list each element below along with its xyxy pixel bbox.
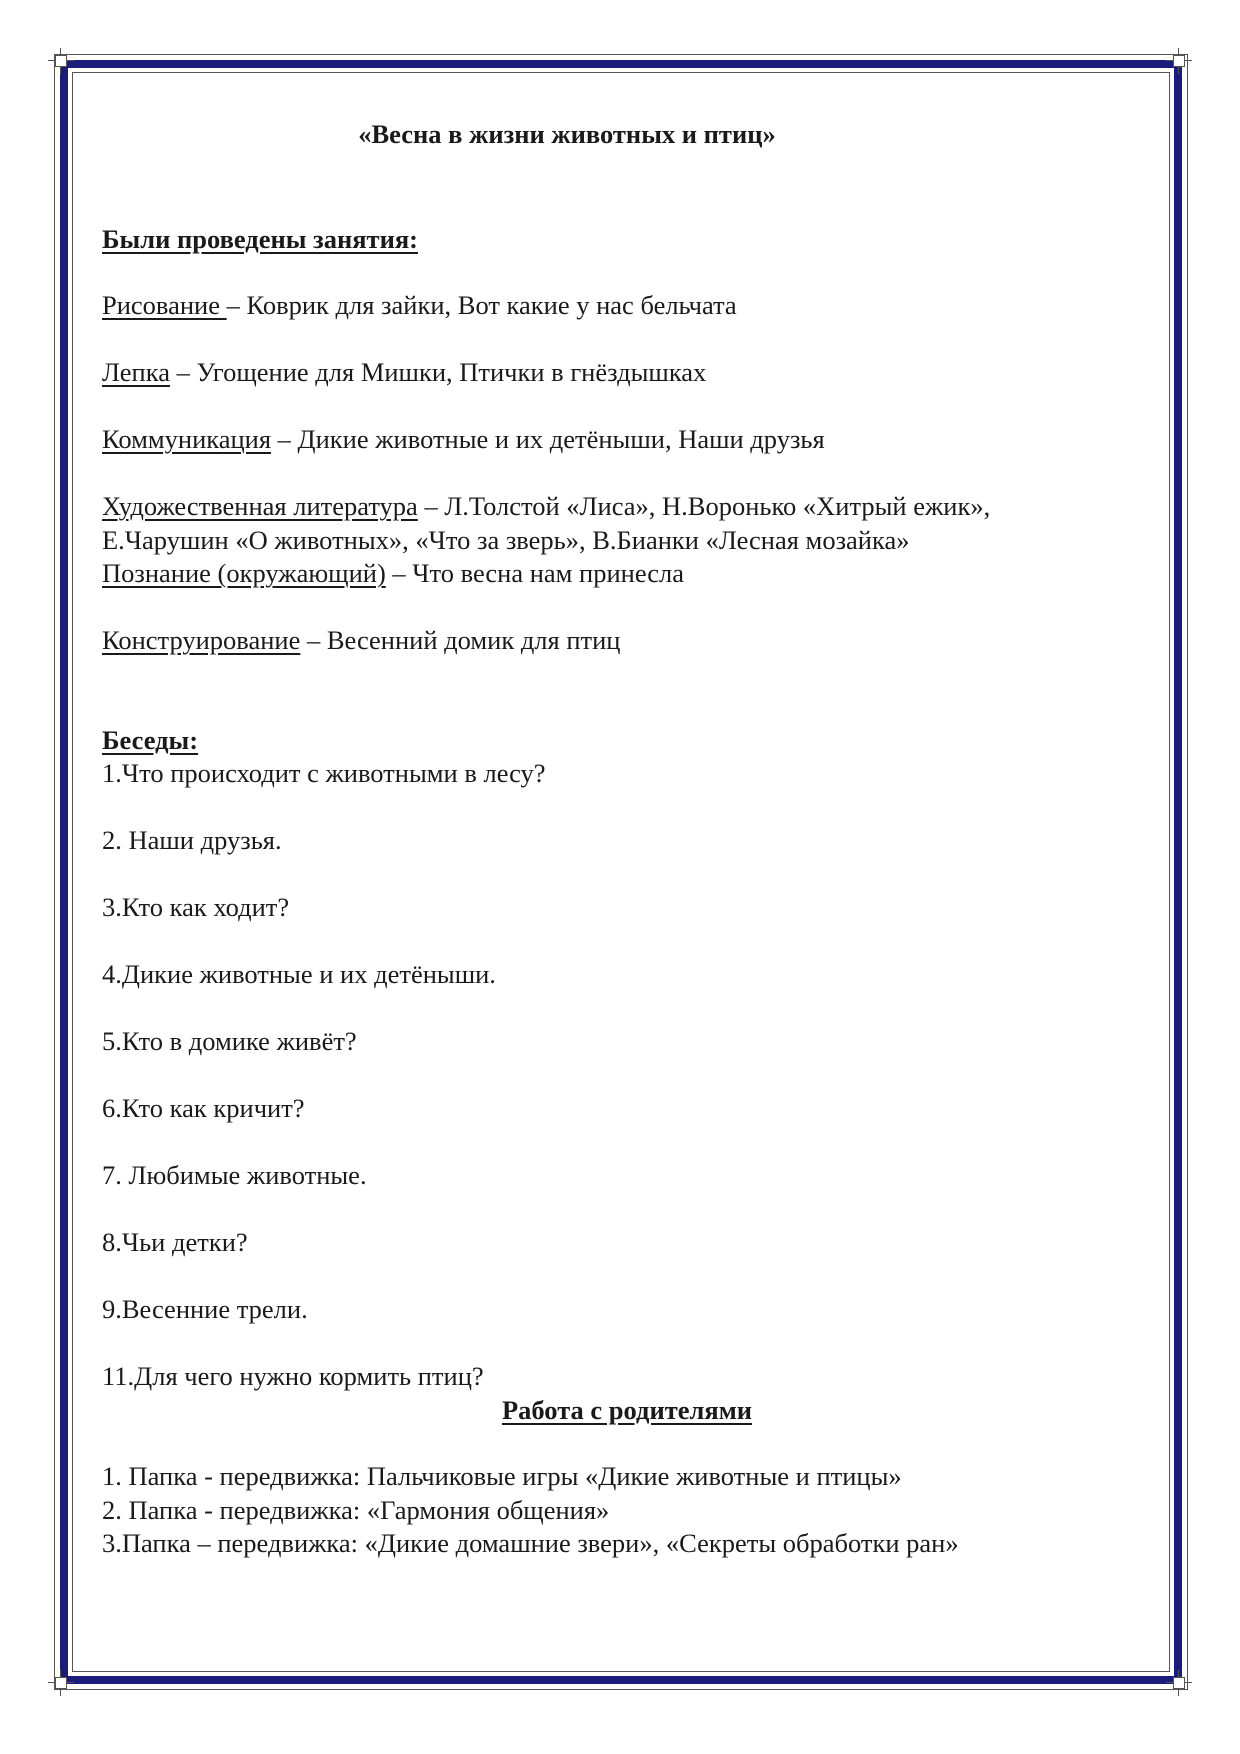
lesson-item xyxy=(102,556,684,590)
lesson-item xyxy=(102,288,737,322)
talk-item: 8.Чьи детки? xyxy=(102,1227,248,1257)
lesson-item-continuation: Е.Чарушин «О животных», «Что за зверь», В.Бианки «Лесная мозайка» xyxy=(102,525,910,555)
lessons-heading: Были проведены занятия: xyxy=(102,224,418,254)
corner-ornament-top-right xyxy=(1166,48,1192,74)
talk-item: 6.Кто как кричит? xyxy=(102,1093,305,1123)
parents-item: 3.Папка – передвижка: «Дикие домашние звери», «Секреты обработки ран» xyxy=(102,1528,959,1558)
parents-heading xyxy=(102,1393,1152,1427)
talk-item: 9.Весенние трели. xyxy=(102,1294,308,1324)
corner-ornament-bottom-right xyxy=(1166,1670,1192,1696)
lesson-text: – Коврик для зайки, Вот какие у нас бельчата xyxy=(226,290,737,320)
lesson-item xyxy=(102,489,990,523)
parents-heading-text: Работа с родителями xyxy=(501,1395,753,1425)
lesson-subject: Коммуникация xyxy=(102,424,272,454)
corner-ornament-top-left xyxy=(48,48,74,74)
talk-item: 11.Для чего нужно кормить птиц? xyxy=(102,1361,484,1391)
parents-item: 1. Папка - передвижка: Пальчиковые игры «Дикие животные и птицы» xyxy=(102,1461,902,1491)
talk-item: 7. Любимые животные. xyxy=(102,1160,367,1190)
lesson-subject: Познание (окружающий) xyxy=(102,558,386,588)
lesson-item xyxy=(102,623,620,657)
lesson-subject: Рисование xyxy=(102,290,227,320)
lesson-subject: Конструирование xyxy=(102,625,301,655)
talk-item: 5.Кто в домике живёт? xyxy=(102,1026,357,1056)
talk-item: 1.Что происходит с животными в лесу? xyxy=(102,758,546,788)
talk-item: 4.Дикие животные и их детёныши. xyxy=(102,959,496,989)
lesson-text: – Дикие животные и их детёныши, Наши друзья xyxy=(271,424,825,454)
lesson-text: – Весенний домик для птиц xyxy=(300,625,621,655)
talks-heading: Беседы: xyxy=(102,725,199,755)
lesson-text: – Угощение для Мишки, Птички в гнёздышках xyxy=(169,357,707,387)
lesson-subject: Лепка xyxy=(102,357,170,387)
lesson-text: – Л.Толстой «Лиса», Н.Воронько «Хитрый ежик», xyxy=(417,491,991,521)
lesson-item xyxy=(102,422,825,456)
talk-item: 2. Наши друзья. xyxy=(102,825,282,855)
page-title: «Весна в жизни животных и птиц» xyxy=(358,119,776,149)
talk-item: 3.Кто как ходит? xyxy=(102,892,290,922)
lesson-subject: Художественная литература xyxy=(102,491,418,521)
corner-ornament-bottom-left xyxy=(48,1670,74,1696)
lesson-item xyxy=(102,355,706,389)
lesson-text: – Что весна нам принесла xyxy=(385,558,685,588)
parents-item: 2. Папка - передвижка: «Гармония общения» xyxy=(102,1495,610,1525)
